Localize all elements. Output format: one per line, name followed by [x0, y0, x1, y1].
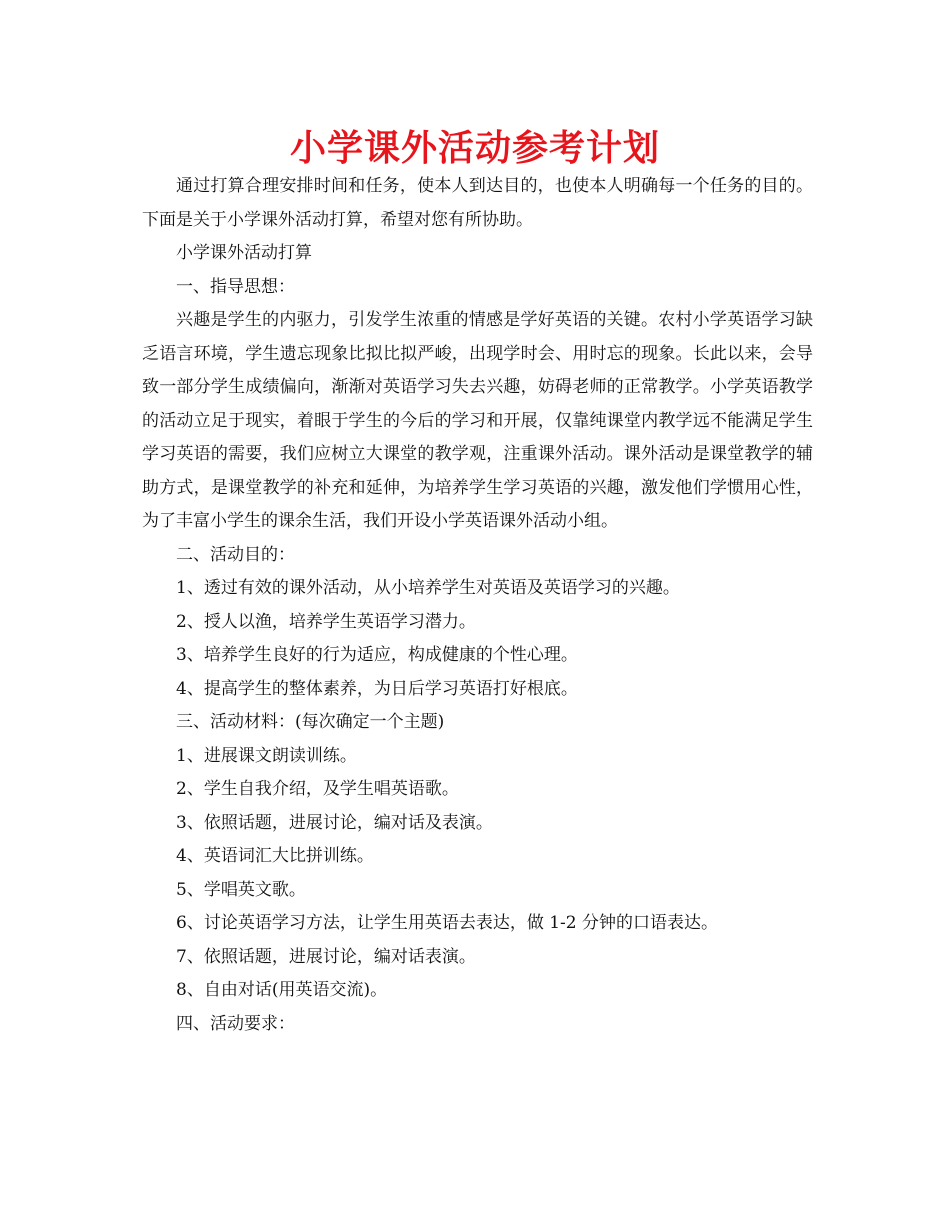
- section-heading-activity-goals: 二、活动目的：: [176, 544, 295, 565]
- goal-item: 1、透过有效的课外活动，从小培养学生对英语及英语学习的兴趣。: [176, 578, 680, 598]
- section-heading-activity-requirements: 四、活动要求：: [176, 1013, 295, 1034]
- material-item: 3、依照话题，进展讨论，编对话及表演。: [176, 812, 493, 833]
- material-item: 1、进展课文朗读训练。: [176, 745, 357, 766]
- section-heading-activity-materials: 三、活动材料：(每次确定一个主题): [176, 712, 445, 732]
- goal-item: 3、培养学生良好的行为适应，构成健康的个性心理。: [176, 645, 578, 665]
- material-item: 6、讨论英语学习方法，让学生用英语去表达，做 1-2 分钟的口语表达。: [176, 913, 718, 933]
- plan-subtitle: 小学课外活动打算: [176, 243, 312, 263]
- intro-paragraph: 通过打算合理安排时间和任务，使本人到达目的，也使本人明确每一个任务的目的。下面是关于小学课外活动打算，希望对您有所协助。: [142, 176, 813, 230]
- guiding-ideology-paragraph: 兴趣是学生的内驱力，引发学生浓重的情感是学好英语的关键。农村小学英语学习缺乏语言环境，学生遗忘现象比拟比拟严峻，出现学时会、用时忘的现象。长此以来，会导致一部分学生成绩偏向，渐渐对英语学习失去兴趣，妨碍老师的正常教学。小学英语教学的活动立足于现实，着眼于学生的今后的学习和开展，仅靠纯课堂内教学远不能满足学生学习英语的需要，我们应树立大课堂的教学观，注重课外活动。课外活动是课堂教学的辅助方式，是课堂教学的补充和延伸，为培养学生学习英语的兴趣，激发他们学惯用心性，为了丰富小学生的课余生活，我们开设小学英语课外活动小组。: [142, 310, 813, 531]
- material-item: 5、学唱英文歌。: [176, 879, 306, 900]
- material-item: 4、英语词汇大比拼训练。: [176, 846, 374, 866]
- material-item: 7、依照话题，进展讨论，编对话表演。: [176, 946, 476, 967]
- material-item: 2、学生自我介绍，及学生唱英语歌。: [176, 779, 459, 799]
- section-heading-guiding-ideology: 一、指导思想：: [176, 276, 295, 297]
- document-title: 小学课外活动参考计划: [289, 128, 660, 169]
- goal-item: 2、授人以渔，培养学生英语学习潜力。: [176, 611, 476, 632]
- material-item: 8、自由对话(用英语交流)。: [176, 980, 388, 1000]
- goal-item: 4、提高学生的整体素养，为日后学习英语打好根底。: [176, 678, 578, 699]
- document-body: [142, 170, 813, 1041]
